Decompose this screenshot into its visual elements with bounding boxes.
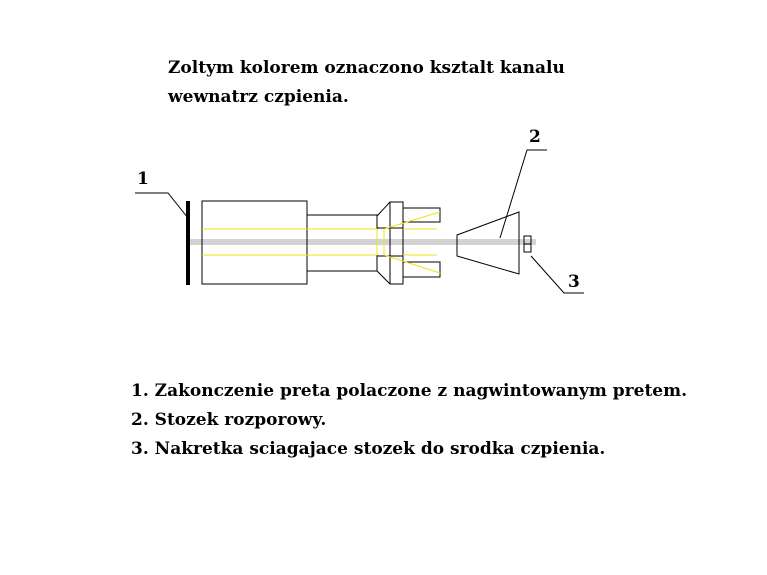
legend-item-number: 2. (131, 410, 149, 430)
legend-item (131, 435, 687, 464)
caption-line-2: wewnatrz czpienia. (168, 87, 349, 107)
label-part-2: 2 (529, 127, 541, 147)
legend-item-number: 3. (131, 439, 149, 459)
label-part-3: 3 (568, 272, 580, 292)
leader-line-2 (500, 150, 547, 238)
legend-item (131, 406, 687, 435)
legend-item-text: Stozek rozporowy. (154, 410, 327, 430)
legend-item-number: 1. (131, 381, 149, 401)
legend-item-text: Zakonczenie preta polaczone z nagwintowanym pretem. (154, 381, 688, 401)
parts-legend (131, 377, 687, 464)
rod-end-plate (186, 201, 190, 285)
legend-item-text: Nakretka sciagajace stozek do srodka czpienia. (154, 439, 606, 459)
label-part-1: 1 (137, 169, 149, 189)
threaded-rod (188, 239, 536, 245)
legend-item (131, 377, 687, 406)
caption-line-1: Zoltym kolorem oznaczono ksztalt kanalu (168, 58, 565, 78)
leader-line-1 (135, 193, 188, 218)
